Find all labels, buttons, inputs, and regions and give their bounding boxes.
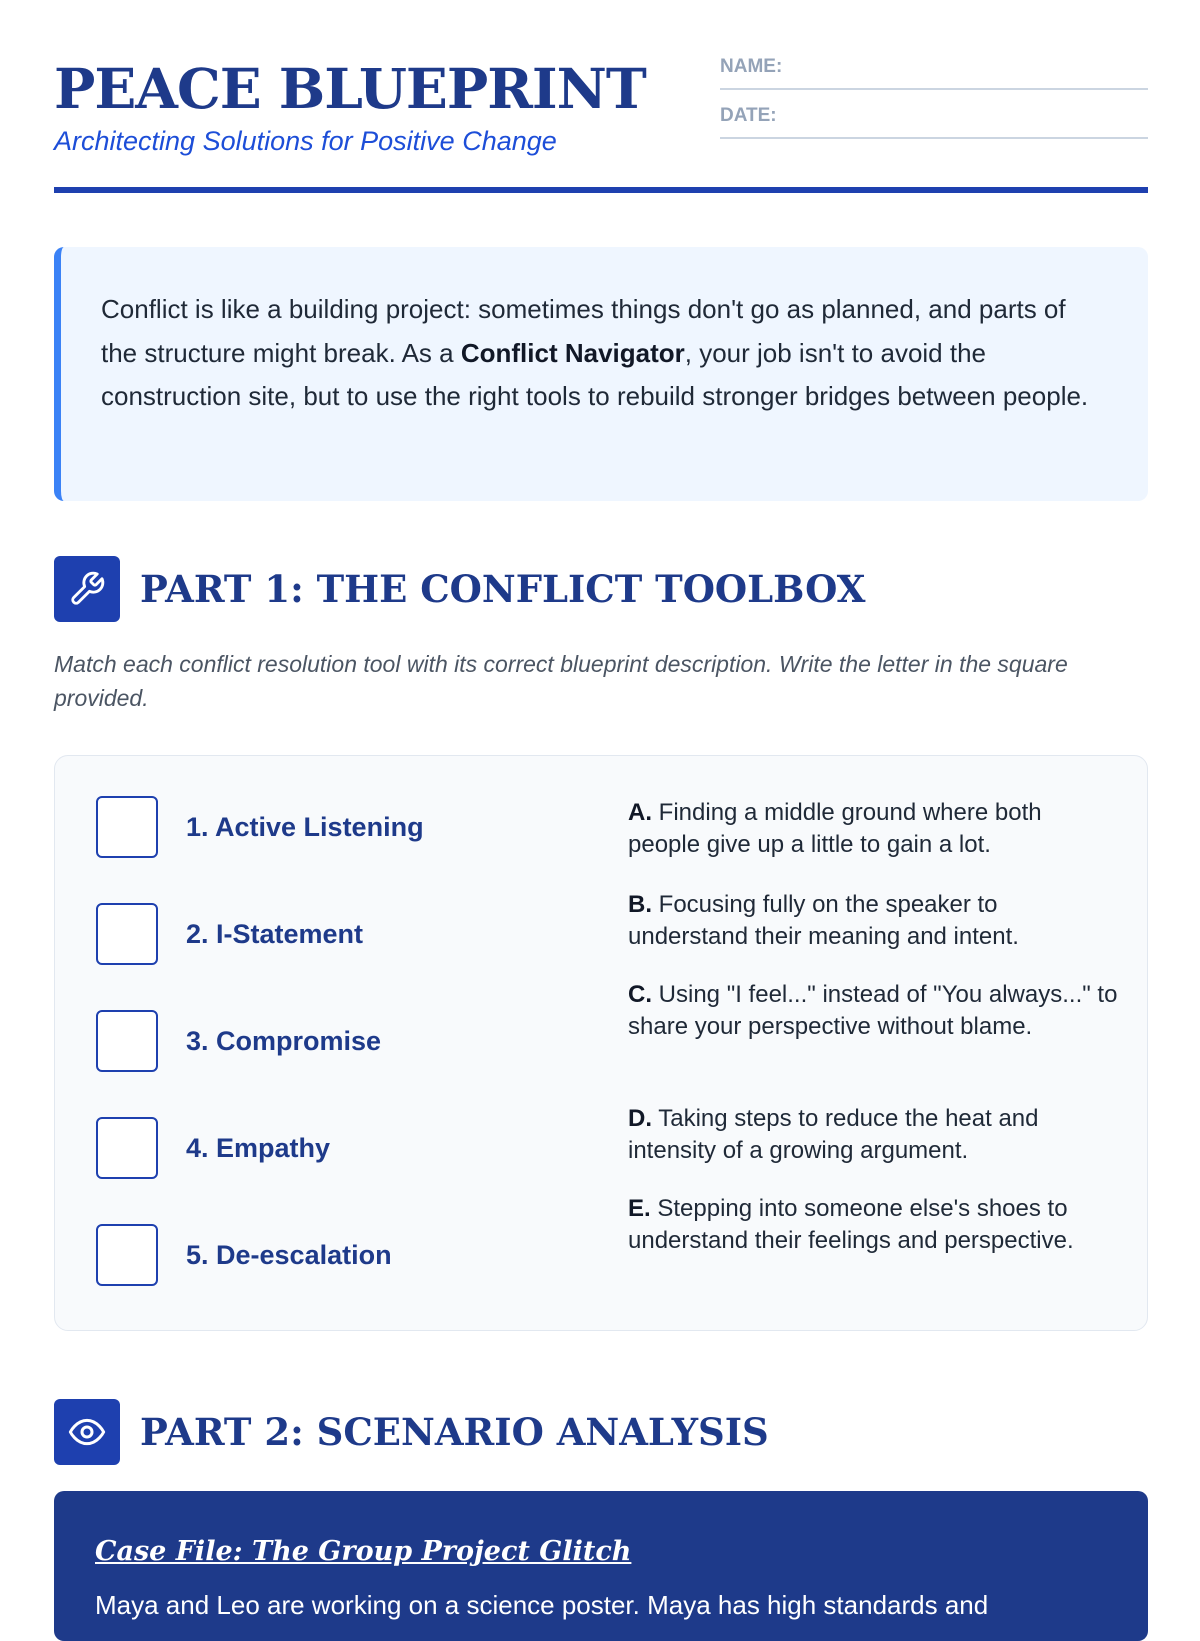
page-subtitle: Architecting Solutions for Positive Change [54,126,557,156]
intro-callout [54,247,1148,501]
page-title: PEACE BLUEPRINT [54,56,646,121]
description-letter-d: D. [628,1105,652,1132]
description-letter-c: C. [628,981,652,1008]
header-divider [54,187,1148,193]
case-file-body: Maya and Leo are working on a science poster. Maya has high standards and [95,1590,989,1620]
case-file-card [54,1491,1148,1641]
wrench-icon [54,556,120,622]
part1-title: PART 1: THE CONFLICT TOOLBOX [140,567,866,611]
description-b [628,889,1118,953]
part1-heading [54,556,865,622]
answer-box-5[interactable] [96,1224,158,1286]
description-text-e: Stepping into someone else's shoes to understand their feelings and perspective. [628,1195,1074,1254]
tool-label-2: 2. I-Statement [186,918,364,949]
case-file-title: Case File: The Group Project Glitch [95,1536,632,1567]
description-text-c: Using "I feel..." instead of "You always..." to share your perspective without blame. [628,981,1118,1040]
intro-highlight: Conflict Navigator [460,337,685,368]
description-text-a: Finding a middle ground where both people give up a little to gain a lot. [628,799,1042,858]
worksheet-header [54,0,1148,194]
matching-card [54,755,1148,1331]
answer-box-4[interactable] [96,1117,158,1179]
tool-row-2 [96,903,363,965]
name-label: NAME: [720,56,783,77]
description-text-d: Taking steps to reduce the heat and intensity of a growing argument. [628,1105,1039,1164]
intro-text-end: , your job isn't to avoid the construction site, but to use the right tools to rebuild stronger bridges between people. [101,337,1089,411]
tool-label-1: 1. Active Listening [186,811,424,842]
tool-label-5: 5. De-escalation [186,1239,392,1270]
answer-box-2[interactable] [96,903,158,965]
description-text-b: Focusing fully on the speaker to understand their meaning and intent. [628,891,1019,950]
tool-row-5 [96,1224,392,1286]
part1-instructions: Match each conflict resolution tool with its correct blueprint description. Write the letter in the square provided. [54,651,1068,711]
description-letter-a: A. [628,799,652,826]
tool-row-3 [96,1010,381,1072]
answer-box-3[interactable] [96,1010,158,1072]
tool-row-1 [96,796,424,858]
part2-title: PART 2: SCENARIO ANALYSIS [140,1410,769,1454]
description-d [628,1103,1118,1167]
worksheet-page [54,0,1148,1620]
intro-text-start: Conflict is like a building project: sometimes things don't go as planned, and parts of the structure might break. As a [101,294,1066,368]
description-c [628,979,1118,1043]
date-label: DATE: [720,105,777,126]
tool-row-4 [96,1117,330,1179]
name-field[interactable] [720,52,1148,90]
description-letter-b: B. [628,891,652,918]
eye-icon [54,1399,120,1465]
answer-box-1[interactable] [96,796,158,858]
part2-heading [54,1399,769,1465]
description-letter-e: E. [628,1195,651,1222]
student-fields [720,52,1148,150]
date-field[interactable] [720,101,1148,139]
tool-label-4: 4. Empathy [186,1132,331,1163]
description-a [628,797,1118,861]
description-e [628,1193,1118,1257]
tool-label-3: 3. Compromise [186,1025,382,1056]
